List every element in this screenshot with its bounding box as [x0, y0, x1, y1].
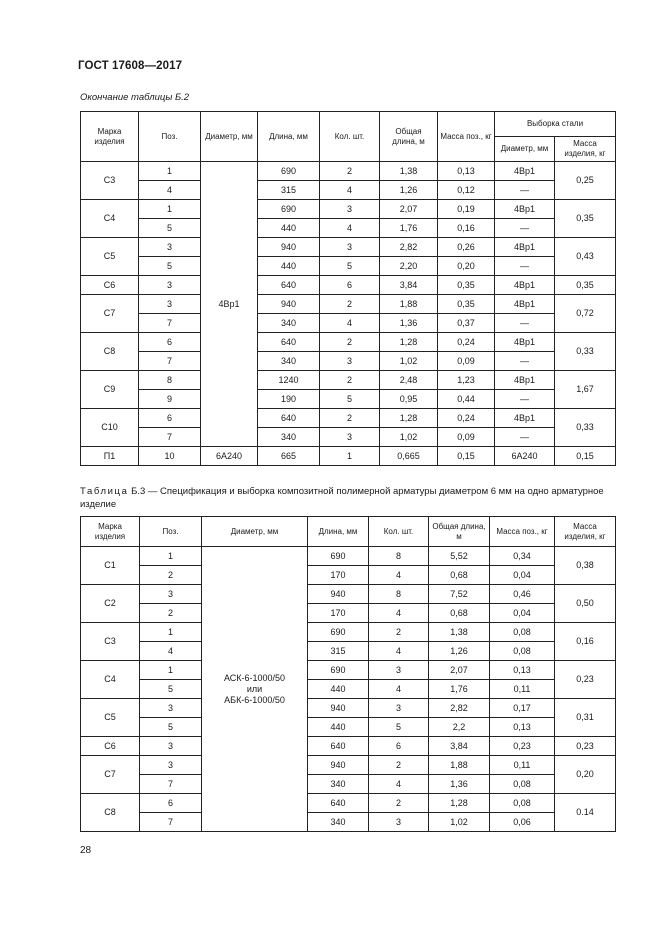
length-cell: 690 — [308, 623, 369, 642]
steel-mass-cell: 1,67 — [555, 371, 616, 409]
total-cell: 0,665 — [380, 447, 438, 466]
steel-mass-cell: 0,25 — [555, 162, 616, 200]
steel-mass-cell: 0,72 — [555, 295, 616, 333]
header-qty: Кол. шт. — [320, 112, 380, 162]
qty-cell: 2 — [369, 756, 429, 775]
header-diameter: Диаметр, мм — [201, 112, 258, 162]
mass-pos-cell: 0,34 — [490, 547, 555, 566]
length-cell: 340 — [308, 813, 369, 832]
header-mass-pos: Масса поз., кг — [438, 112, 495, 162]
mass-pos-cell: 0,44 — [438, 390, 495, 409]
pos-cell: 6 — [140, 794, 202, 813]
pos-cell: 5 — [140, 718, 202, 737]
length-cell: 640 — [258, 409, 320, 428]
length-cell: 690 — [258, 200, 320, 219]
table-row — [81, 642, 616, 661]
mass-pos-cell: 0,24 — [438, 333, 495, 352]
qty-cell: 3 — [369, 699, 429, 718]
mark-cell: С1 — [81, 547, 140, 585]
diameter-cell: 6А240 — [201, 447, 258, 466]
qty-cell: 4 — [369, 566, 429, 585]
qty-cell: 4 — [320, 219, 380, 238]
qty-cell: 5 — [369, 718, 429, 737]
length-cell: 440 — [258, 219, 320, 238]
length-cell: 940 — [308, 585, 369, 604]
table-row — [81, 295, 616, 314]
mass-pos-cell: 0,09 — [438, 428, 495, 447]
header-length: Длина, мм — [258, 112, 320, 162]
steel-diameter-cell: 4Вр1 — [495, 295, 555, 314]
pos-cell: 7 — [140, 775, 202, 794]
qty-cell: 5 — [320, 390, 380, 409]
mass-pos-cell: 0,08 — [490, 775, 555, 794]
mass-pos-cell: 0,08 — [490, 623, 555, 642]
mass-pos-cell: 0,11 — [490, 756, 555, 775]
qty-cell: 2 — [320, 409, 380, 428]
steel-diameter-cell: — — [495, 390, 555, 409]
length-cell: 665 — [258, 447, 320, 466]
diameter-line: АБК-6-1000/50 — [224, 694, 285, 705]
total-length-cell: 1,88 — [429, 756, 490, 775]
table-row — [81, 680, 616, 699]
mass-pos-cell: 0,26 — [438, 238, 495, 257]
header-steel-group: Выборка стали — [495, 112, 616, 137]
length-cell: 340 — [258, 428, 320, 447]
mass-item-cell: 0,23 — [555, 661, 616, 699]
mass-pos-cell: 0,46 — [490, 585, 555, 604]
qty-cell: 4 — [369, 642, 429, 661]
table-row — [81, 566, 616, 585]
steel-diameter-cell: 4Вр1 — [495, 371, 555, 390]
mass-pos-cell: 0,04 — [490, 604, 555, 623]
total-length-cell: 0,68 — [429, 604, 490, 623]
qty-cell: 2 — [320, 371, 380, 390]
header-steel-diameter: Диаметр, мм — [495, 137, 555, 162]
mass-pos-cell: 0,35 — [438, 276, 495, 295]
pos-cell: 5 — [139, 257, 201, 276]
pos-cell: 6 — [139, 409, 201, 428]
length-cell: 940 — [308, 699, 369, 718]
qty-cell: 3 — [369, 661, 429, 680]
table-row — [81, 623, 616, 642]
steel-diameter-cell: 4Вр1 — [495, 409, 555, 428]
table-row — [81, 447, 616, 466]
pos-cell: 3 — [140, 699, 202, 718]
table-row — [81, 162, 616, 181]
total-length-cell: 2,48 — [380, 371, 438, 390]
table-row — [81, 718, 616, 737]
qty-cell: 2 — [320, 333, 380, 352]
page-number: 28 — [80, 845, 92, 856]
length-cell: 340 — [308, 775, 369, 794]
length-cell: 640 — [308, 794, 369, 813]
mark-cell: П1 — [81, 447, 139, 466]
mark-cell: С9 — [81, 371, 139, 409]
qty-cell: 2 — [320, 295, 380, 314]
pos-cell: 1 — [139, 162, 201, 181]
diameter-line: или — [246, 683, 263, 694]
length-cell: 940 — [308, 756, 369, 775]
mark-cell: С7 — [81, 295, 139, 333]
mass-pos-cell: 0,08 — [490, 642, 555, 661]
table-row — [81, 794, 616, 813]
table-row — [81, 276, 616, 295]
length-cell: 940 — [258, 295, 320, 314]
table-b3-title-text: Б.3 — Спецификация и выборка композитной полимерной арматуры диаметром 6 мм на одно арматурное изделие — [80, 486, 604, 510]
table-row — [81, 219, 616, 238]
steel-diameter-cell: 4Вр1 — [495, 333, 555, 352]
length-cell: 440 — [308, 718, 369, 737]
table-b2 — [80, 111, 616, 466]
table-row — [81, 756, 616, 775]
table-row — [81, 352, 616, 371]
table-row — [81, 409, 616, 428]
total-length-cell: 1,26 — [429, 642, 490, 661]
pos-cell: 3 — [139, 276, 201, 295]
pos-cell: 5 — [139, 219, 201, 238]
length-cell: 170 — [308, 604, 369, 623]
mass-pos-cell: 0,04 — [490, 566, 555, 585]
mass-item-cell: 0,38 — [555, 547, 616, 585]
qty-cell: 6 — [320, 276, 380, 295]
steel-diameter-cell: — — [495, 257, 555, 276]
total-length-cell: 2,82 — [429, 699, 490, 718]
table-row — [81, 813, 616, 832]
table-row — [81, 737, 616, 756]
total-length-cell: 2,2 — [429, 718, 490, 737]
pos-cell: 8 — [139, 371, 201, 390]
pos-cell: 1 — [140, 661, 202, 680]
total-length-cell: 2,07 — [429, 661, 490, 680]
total-length-cell: 2,07 — [380, 200, 438, 219]
pos-cell: 2 — [140, 566, 202, 585]
header-pos: Поз. — [140, 517, 202, 547]
steel-diameter-cell: 4Вр1 — [495, 238, 555, 257]
pos-cell: 1 — [139, 200, 201, 219]
total-length-cell: 1,76 — [429, 680, 490, 699]
pos-cell: 4 — [140, 642, 202, 661]
pos-cell: 3 — [140, 756, 202, 775]
steel-mass-cell: 0,33 — [555, 333, 616, 371]
total-length-cell: 5,52 — [429, 547, 490, 566]
table-row — [81, 333, 616, 352]
length-cell: 1240 — [258, 371, 320, 390]
mark-cell: С10 — [81, 409, 139, 447]
length-cell: 640 — [258, 333, 320, 352]
total-length-cell: 7,52 — [429, 585, 490, 604]
qty-cell: 4 — [369, 604, 429, 623]
mass-pos-cell: 0,35 — [438, 295, 495, 314]
length-cell: 440 — [258, 257, 320, 276]
mass-pos-cell: 0,16 — [438, 219, 495, 238]
qty-cell: 5 — [320, 257, 380, 276]
steel-diameter-cell: — — [495, 314, 555, 333]
qty-cell: 3 — [320, 200, 380, 219]
mass-cell: 0,15 — [438, 447, 495, 466]
mass-pos-cell: 0,23 — [490, 737, 555, 756]
length-cell: 315 — [258, 181, 320, 200]
mark-cell: С7 — [81, 756, 140, 794]
steel-mass-cell: 0,35 — [555, 276, 616, 295]
pos-cell: 3 — [140, 737, 202, 756]
mass-item-cell: 0,23 — [555, 737, 616, 756]
total-length-cell: 1,76 — [380, 219, 438, 238]
total-length-cell: 1,36 — [429, 775, 490, 794]
mark-cell: С3 — [81, 623, 140, 661]
mark-cell: С8 — [81, 333, 139, 371]
length-cell: 940 — [258, 238, 320, 257]
pos-cell: 7 — [139, 314, 201, 333]
pos-cell: 5 — [140, 680, 202, 699]
mark-cell: С6 — [81, 737, 140, 756]
length-cell: 690 — [308, 661, 369, 680]
mark-cell: С2 — [81, 585, 140, 623]
total-length-cell: 0,95 — [380, 390, 438, 409]
steel-diameter-cell: — — [495, 219, 555, 238]
total-length-cell: 2,20 — [380, 257, 438, 276]
total-length-cell: 1,88 — [380, 295, 438, 314]
length-cell: 640 — [308, 737, 369, 756]
table-b3-title-label: Таблица — [80, 486, 129, 497]
header-total-length: Общая длина, м — [429, 517, 490, 547]
pos-cell: 1 — [140, 547, 202, 566]
table-row — [81, 604, 616, 623]
mass-pos-cell: 0,37 — [438, 314, 495, 333]
document-number: ГОСТ 17608—2017 — [78, 60, 183, 72]
table-row — [81, 775, 616, 794]
total-length-cell: 1,28 — [380, 409, 438, 428]
pos-cell: 3 — [139, 295, 201, 314]
qty-cell: 4 — [369, 680, 429, 699]
table-row — [81, 390, 616, 409]
mass-item-cell: 0,50 — [555, 585, 616, 623]
pos-cell: 10 — [139, 447, 201, 466]
mass-pos-cell: 0,20 — [438, 257, 495, 276]
total-length-cell: 1,02 — [380, 428, 438, 447]
pos-cell: 1 — [140, 623, 202, 642]
table-b3-title — [80, 485, 616, 511]
qty-cell: 3 — [320, 352, 380, 371]
qty-cell: 8 — [369, 585, 429, 604]
mark-cell: С5 — [81, 699, 140, 737]
total-length-cell: 1,28 — [380, 333, 438, 352]
steel-mass-cell: 0,35 — [555, 200, 616, 238]
total-length-cell: 1,28 — [429, 794, 490, 813]
steel-diameter-cell: — — [495, 428, 555, 447]
table-row — [81, 238, 616, 257]
length-cell: 170 — [308, 566, 369, 585]
table-row — [81, 314, 616, 333]
mass-pos-cell: 0,09 — [438, 352, 495, 371]
mass-item-cell: 0,31 — [555, 699, 616, 737]
table-row — [81, 428, 616, 447]
pos-cell: 7 — [139, 428, 201, 447]
total-length-cell: 3,84 — [429, 737, 490, 756]
steel-mass-cell: 0,15 — [555, 447, 616, 466]
mark-cell: С5 — [81, 238, 139, 276]
qty-cell: 6 — [369, 737, 429, 756]
mass-item-cell: 0,16 — [555, 623, 616, 661]
steel-mass-cell: 0,43 — [555, 238, 616, 276]
qty-cell: 8 — [369, 547, 429, 566]
mark-cell: С8 — [81, 794, 140, 832]
header-mark: Марка изделия — [81, 517, 140, 547]
mass-item-cell: 0.14 — [555, 794, 616, 832]
table-row — [81, 661, 616, 680]
table-row — [81, 585, 616, 604]
header-mass-pos: Масса поз., кг — [490, 517, 555, 547]
qty-cell: 4 — [320, 314, 380, 333]
mass-pos-cell: 0,13 — [490, 718, 555, 737]
qty-cell: 3 — [369, 813, 429, 832]
mark-cell: С6 — [81, 276, 139, 295]
mark-cell: С3 — [81, 162, 139, 200]
length-cell: 640 — [258, 276, 320, 295]
steel-d-cell: 6А240 — [495, 447, 555, 466]
qty-cell: 4 — [369, 775, 429, 794]
total-length-cell: 3,84 — [380, 276, 438, 295]
steel-diameter-cell: 4Вр1 — [495, 276, 555, 295]
pos-cell: 4 — [139, 181, 201, 200]
total-length-cell: 2,82 — [380, 238, 438, 257]
header-mass-item: Масса изделия, кг — [555, 517, 616, 547]
steel-diameter-cell: — — [495, 181, 555, 200]
length-cell: 340 — [258, 314, 320, 333]
length-cell: 440 — [308, 680, 369, 699]
total-length-cell: 1,26 — [380, 181, 438, 200]
total-length-cell: 1,02 — [429, 813, 490, 832]
length-cell: 690 — [308, 547, 369, 566]
mass-pos-cell: 0,08 — [490, 794, 555, 813]
pos-cell: 9 — [139, 390, 201, 409]
steel-diameter-cell: 4Вр1 — [495, 162, 555, 181]
length-cell: 340 — [258, 352, 320, 371]
pos-cell: 6 — [139, 333, 201, 352]
steel-diameter-cell: 4Вр1 — [495, 200, 555, 219]
qty-cell: 2 — [320, 162, 380, 181]
mass-pos-cell: 1,23 — [438, 371, 495, 390]
table-b2-caption: Окончание таблицы Б.2 — [80, 92, 190, 103]
mark-cell: С4 — [81, 200, 139, 238]
qty-cell: 3 — [320, 428, 380, 447]
diameter-cell: 4Вр1 — [201, 162, 258, 447]
diameter-cell — [202, 547, 308, 832]
qty-cell: 3 — [320, 238, 380, 257]
length-cell: 190 — [258, 390, 320, 409]
qty-cell: 2 — [369, 794, 429, 813]
qty-cell: 2 — [369, 623, 429, 642]
header-steel-mass: Масса изделия, кг — [555, 137, 616, 162]
mass-pos-cell: 0,17 — [490, 699, 555, 718]
mark-cell: С4 — [81, 661, 140, 699]
pos-cell: 2 — [140, 604, 202, 623]
diameter-line: АСК-6-1000/50 — [223, 672, 286, 683]
header-length: Длина, мм — [308, 517, 369, 547]
steel-diameter-cell: — — [495, 352, 555, 371]
table-row — [81, 699, 616, 718]
header-qty: Кол. шт. — [369, 517, 429, 547]
header-pos: Поз. — [139, 112, 201, 162]
pos-cell: 3 — [139, 238, 201, 257]
total-length-cell: 0,68 — [429, 566, 490, 585]
mass-pos-cell: 0,24 — [438, 409, 495, 428]
length-cell: 690 — [258, 162, 320, 181]
header-diameter: Диаметр, мм — [202, 517, 308, 547]
steel-mass-cell: 0,33 — [555, 409, 616, 447]
table-row — [81, 257, 616, 276]
table-b3 — [80, 516, 616, 832]
table-row — [81, 200, 616, 219]
mass-pos-cell: 0,06 — [490, 813, 555, 832]
total-length-cell: 1,36 — [380, 314, 438, 333]
length-cell: 315 — [308, 642, 369, 661]
table-row — [81, 181, 616, 200]
total-length-cell: 1,38 — [380, 162, 438, 181]
qty-cell: 4 — [320, 181, 380, 200]
table-row — [81, 547, 616, 566]
pos-cell: 3 — [140, 585, 202, 604]
mass-pos-cell: 0,19 — [438, 200, 495, 219]
qty-cell: 1 — [320, 447, 380, 466]
mass-pos-cell: 0,13 — [490, 661, 555, 680]
header-mark: Марка изделия — [81, 112, 139, 162]
table-row — [81, 371, 616, 390]
pos-cell: 7 — [140, 813, 202, 832]
mass-pos-cell: 0,13 — [438, 162, 495, 181]
mass-item-cell: 0,20 — [555, 756, 616, 794]
total-length-cell: 1,02 — [380, 352, 438, 371]
mass-pos-cell: 0,12 — [438, 181, 495, 200]
total-length-cell: 1,38 — [429, 623, 490, 642]
mass-pos-cell: 0,11 — [490, 680, 555, 699]
pos-cell: 7 — [139, 352, 201, 371]
header-total-length: Общая длина, м — [380, 112, 438, 162]
